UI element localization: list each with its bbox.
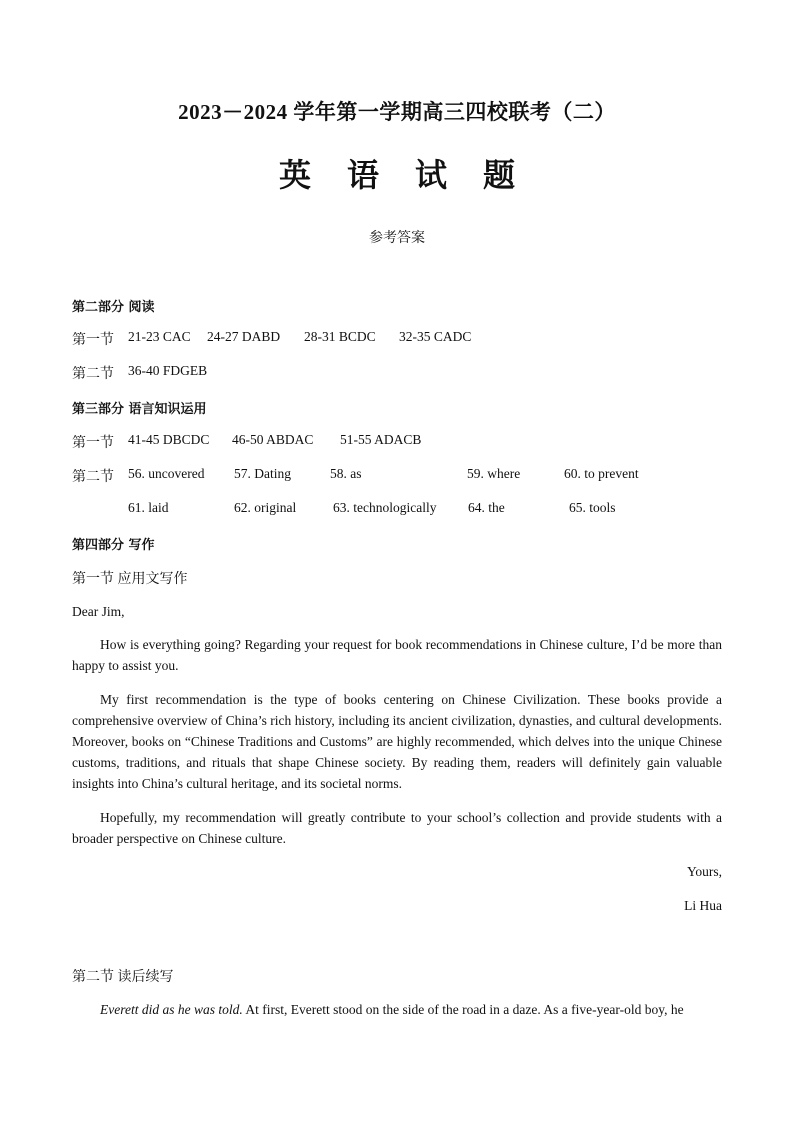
part4-heading: 第四部分 写作 (72, 538, 155, 553)
section2-label: 第二节 读后续写 (72, 970, 174, 985)
answer-item: 61. laid (128, 500, 169, 515)
letter-closing: Yours, (686, 864, 722, 879)
answer-item: 56. uncovered (128, 466, 205, 481)
answer-item: 65. tools (569, 500, 616, 515)
section-label: 第二节 (72, 470, 114, 485)
answer-group: 51-55 ADACB (340, 432, 422, 447)
letter-paragraph: Hopefully, my recommendation will greatly contribute to your school’s collection and provide students with a broader perspective on Chinese culture. (72, 810, 722, 846)
section-label: 第一节 (72, 333, 114, 348)
answer-group: 28-31 BCDC (304, 329, 376, 344)
section1-label: 第一节 应用文写作 (72, 572, 188, 587)
answer-item: 62. original (234, 500, 297, 515)
continuation-lead: Everett did as he was told. (100, 1002, 243, 1017)
answer-item: 64. the (468, 500, 505, 515)
answer-group: 41-45 DBCDC (128, 432, 210, 447)
letter-paragraph: My first recommendation is the type of books centering on Chinese Civilization. These books provide a comprehensive overview of China’s rich history, including its ancient civilization, dynasties, and cultural developments. Moreover, books on “Chinese Traditions and Customs” are highly recommended, which delves into the unique Chinese customs, traditions, and rituals that shape Chinese society. By reading them, readers will definitely gain valuable insights into China’s cultural heritage, and its societal norms. (72, 692, 722, 791)
exam-title: 2023－2024 学年第一学期高三四校联考（二） (178, 100, 616, 124)
subject-title: 英 语 试 题 (278, 157, 529, 193)
section-label: 第二节 (72, 367, 114, 382)
continuation-paragraph (72, 999, 722, 1020)
answer-item: 58. as (330, 466, 362, 481)
part2-heading: 第二部分 阅读 (72, 300, 155, 315)
answer-group: 24-27 DABD (207, 329, 281, 344)
answer-group: 32-35 CADC (399, 329, 472, 344)
answer-item: 60. to prevent (564, 466, 639, 481)
answer-item: 59. where (467, 466, 521, 481)
answer-group: 46-50 ABDAC (232, 432, 314, 447)
answer-group: 36-40 FDGEB (128, 363, 208, 378)
section-label: 第一节 (72, 436, 114, 451)
part3-heading: 第三部分 语言知识运用 (72, 402, 207, 417)
letter-greeting: Dear Jim, (72, 604, 125, 619)
answer-item: 63. technologically (333, 500, 437, 515)
letter-paragraph: How is everything going? Regarding your request for book recommendations in Chinese culture, I’d be more than happy to assist you. (72, 637, 722, 673)
continuation-text: At first, Everett stood on the side of the road in a daze. As a five-year-old boy, he (242, 1002, 684, 1017)
answer-group: 21-23 CAC (128, 329, 191, 344)
letter-signature: Li Hua (684, 898, 722, 913)
answer-item: 57. Dating (234, 466, 291, 481)
answer-key-label: 参考答案 (369, 231, 425, 246)
